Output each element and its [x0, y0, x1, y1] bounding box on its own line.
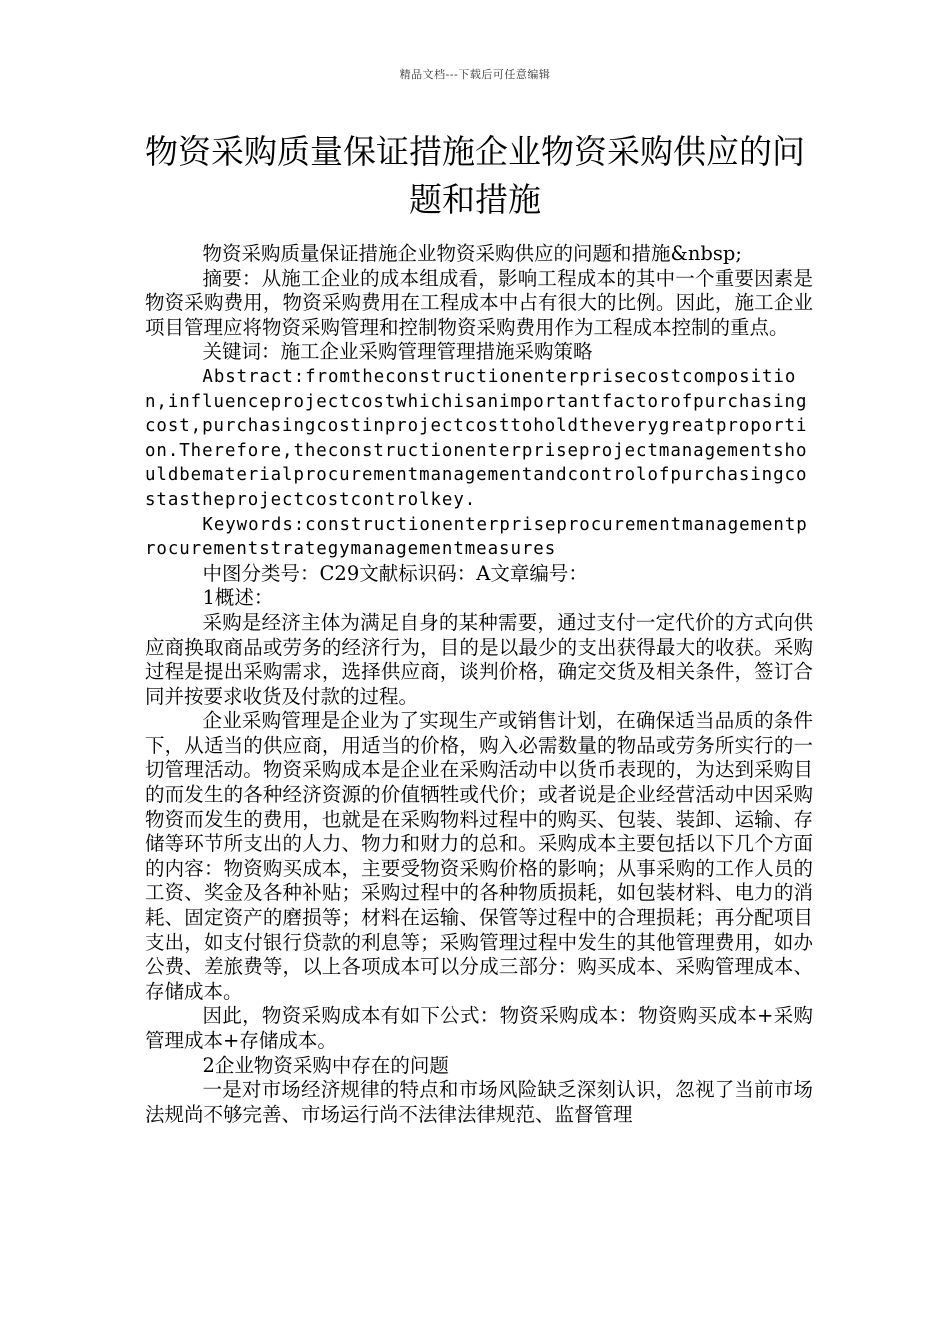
section-heading-overview: 1概述： [202, 586, 274, 610]
paragraph-abstract-cn: 摘要：从施工企业的成本组成看，影响工程成本的其中一个重要因素是物资采购费用，物资采购费用在工程成本中占有很大的比例。因此，施工企业项目管理应将物资采购管理和控制物资采购费用作为工程成本控制的重点。 [145, 266, 813, 339]
document-title: 物资采购质量保证措施企业物资采购供应的问题和措施 [145, 132, 805, 219]
paragraph-keywords-en: Keywords:constructionenterpriseprocurementmanagementprocurementstrategymanagementmeasures [145, 514, 808, 560]
paragraph-cost-formula: 因此，物资采购成本有如下公式：物资采购成本：物资购买成本+采购管理成本+存储成本。 [145, 1004, 813, 1052]
paragraph-heading-repeat: 物资采购质量保证措施企业物资采购供应的问题和措施&nbsp; [202, 242, 742, 265]
paragraph-procurement-management: 企业采购管理是企业为了实现生产或销售计划，在确保适当品质的条件下，从适当的供应商，用适当的价格，购入必需数量的物品或劳务所实行的一切管理活动。物资采购成本是企业在采购活动中以货币表现的，为达到采购目的而发生的各种经济资源的价值牺牲或代价；或者说是企业经营活动中因采购物资而发生的费用，也就是在采购物料过程中的购买、包装、装卸、运输、存储等环节所支出的人力、物力和财力的总和。采购成本主要包括以下几个方面的内容：物资购买成本，主要受物资采购价格的影响；从事采购的工作人员的工资、奖金及各种补贴；采购过程中的各种物质损耗，如包装材料、电力的消耗、固定资产的磨损等；材料在运输、保管等过程中的合理损耗；再分配项目支出，如支付银行贷款的利息等；采购管理过程中发生的其他管理费用，如办公费、差旅费等，以上各项成本可以分成三部分：购买成本、采购管理成本、存储成本。 [145, 709, 813, 1003]
paragraph-classification: 中图分类号：C29文献标识码：A文章编号： [202, 561, 588, 585]
paragraph-keywords-cn: 关键词：施工企业采购管理管理措施采购策略 [202, 340, 593, 364]
paragraph-problem-one: 一是对市场经济规律的特点和市场风险缺乏深刻认识，忽视了当前市场法规尚不够完善、市场运行尚不法律法律规范、监督管理 [145, 1078, 813, 1126]
header-note: 精品文档---下载后可任意编辑 [399, 68, 551, 81]
paragraph-procurement-definition: 采购是经济主体为满足自身的某种需要，通过支付一定代价的方式向供应商换取商品或劳务的经济行为，目的是以最少的支出获得最大的收获。采购过程是提出采购需求，选择供应商，谈判价格，确定交货及相关条件，签订合同并按要求收货及付款的过程。 [145, 610, 813, 708]
document-body [145, 242, 813, 1127]
section-heading-problems: 2企业物资采购中存在的问题 [202, 1053, 449, 1077]
paragraph-abstract-en: Abstract:fromtheconstructionenterprisecostcomposition,influenceprojectcostwhichisanimportantfactorofpurchasingcost,purchasingcostinprojectcosttoholdtheverygreatproportion.Therefore,theconstructionenterpriseprojectmanagementshouldbematerialprocurementmanagementandcontrolofpurchasingcostastheprojectcostcontrolkey. [145, 366, 808, 510]
